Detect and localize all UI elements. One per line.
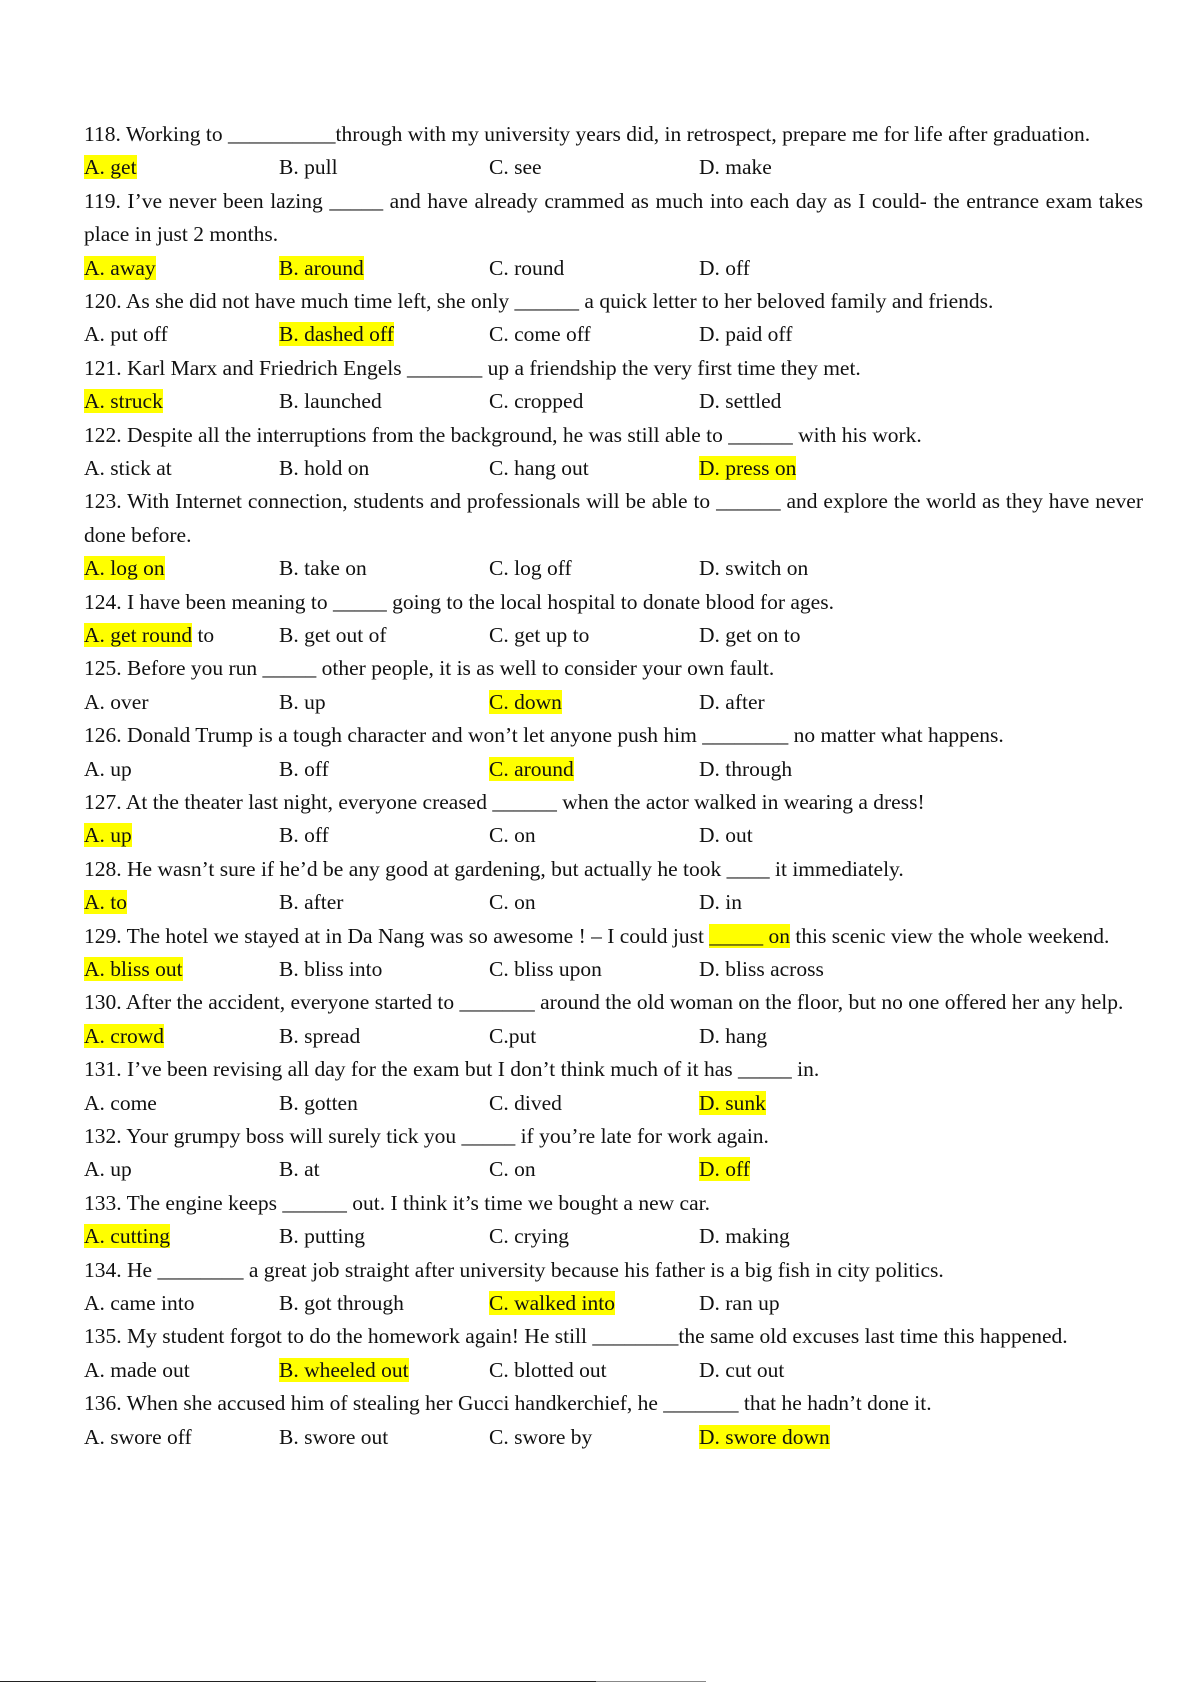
option-text: B. swore out: [279, 1424, 389, 1449]
question-segment: 136. When she accused him of stealing her Gucci handkerchief, he _______ that he hadn’t done it.: [84, 1391, 932, 1416]
answer-options: [84, 385, 1143, 418]
answer-option: [699, 552, 899, 585]
answer-option: [489, 1287, 699, 1320]
question-segment: 127. At the theater last night, everyone creased ______ when the actor walked in wearing a dress!: [84, 789, 925, 814]
answer-option: [84, 318, 279, 351]
answer-option: [84, 1421, 279, 1454]
highlighted-answer: A. struck: [84, 389, 163, 414]
highlighted-answer: D. off: [699, 1157, 750, 1182]
highlighted-answer: A. get: [84, 155, 137, 180]
question-segment: 119. I’ve never been lazing _____ and have already crammed as much into each day as I could- the entrance exam takes place in just 2 months.: [84, 188, 1143, 247]
option-text: C. round: [489, 255, 565, 280]
answer-option: [84, 953, 279, 986]
option-text: D. cut out: [699, 1357, 785, 1382]
highlighted-answer: D. press on: [699, 456, 797, 480]
option-text: A. made out: [84, 1357, 190, 1382]
answer-option: [489, 252, 699, 285]
option-text: B. launched: [279, 389, 382, 414]
answer-option: [699, 252, 899, 285]
answer-option: [699, 318, 899, 351]
question-segment: 129. The hotel we stayed at in Da Nang was so awesome ! – I could just: [84, 923, 710, 948]
highlighted-answer: A. get round: [84, 623, 193, 647]
question-text: [84, 419, 1143, 452]
answer-option: [489, 819, 699, 852]
highlighted-answer: B. dashed off: [279, 322, 394, 347]
option-text: C. cropped: [489, 389, 584, 414]
option-text: A. swore off: [84, 1424, 192, 1449]
question-text: [84, 586, 1143, 619]
option-text: C. see: [489, 155, 542, 180]
highlighted-answer: _____ on: [709, 923, 790, 948]
answer-option: [699, 753, 899, 786]
highlighted-answer: B. wheeled out: [279, 1357, 409, 1382]
option-text: B. bliss into: [279, 956, 383, 981]
question-segment: 128. He wasn’t sure if he’d be any good at gardening, but actually he took ____ it immediately.: [84, 856, 904, 881]
question-segment: 126. Donald Trump is a tough character and won’t let anyone push him ________ no matter what happens.: [84, 723, 1004, 748]
highlighted-answer: C. around: [489, 756, 574, 781]
question-text: [84, 1053, 1143, 1086]
question-segment: 124. I have been meaning to _____ going to the local hospital to donate blood for ages.: [84, 589, 834, 614]
option-text: D. make: [699, 155, 772, 180]
answer-option: [84, 252, 279, 285]
question-text: [84, 1320, 1143, 1353]
option-text: B. off: [279, 756, 329, 781]
option-text: C. log off: [489, 556, 572, 581]
highlighted-answer: D. sunk: [699, 1090, 766, 1115]
answer-option: [279, 151, 489, 184]
answer-option: [699, 1287, 899, 1320]
answer-option: [489, 686, 699, 719]
answer-options: [84, 1287, 1143, 1320]
answer-options: [84, 252, 1143, 285]
answer-options: [84, 953, 1143, 986]
answer-option: [84, 1354, 279, 1387]
option-text: B. pull: [279, 155, 338, 180]
answer-option: [699, 151, 899, 184]
question-text: [84, 652, 1143, 685]
option-text: A. put off: [84, 322, 168, 347]
question-segment: 120. As she did not have much time left, she only ______ a quick letter to her beloved family and friends.: [84, 289, 994, 313]
question-segment: 121. Karl Marx and Friedrich Engels _______ up a friendship the very first time they met.: [84, 355, 861, 380]
answer-options: [84, 1020, 1143, 1053]
option-text: C.put: [489, 1023, 537, 1048]
answer-option: [489, 1020, 699, 1053]
option-text: B. take on: [279, 556, 367, 581]
answer-option: [699, 886, 899, 919]
option-text: D. paid off: [699, 322, 793, 347]
option-text: C. on: [489, 823, 536, 848]
answer-option: [84, 1020, 279, 1053]
option-text: B. putting: [279, 1224, 366, 1249]
question-text: [84, 786, 1143, 819]
option-text: C. swore by: [489, 1424, 593, 1449]
question-text: [84, 920, 1143, 953]
question-text: [84, 1120, 1143, 1153]
question-segment: 134. He ________ a great job straight after university because his father is a big fish in city politics.: [84, 1257, 944, 1282]
question-text: [84, 118, 1143, 151]
answer-option: [489, 452, 699, 485]
option-text: C. get up to: [489, 623, 590, 647]
option-text: to: [192, 623, 215, 647]
answer-option: [699, 819, 899, 852]
option-text: B. get out of: [279, 623, 387, 647]
option-text: D. ran up: [699, 1290, 780, 1315]
question-segment: 123. With Internet connection, students and professionals will be able to ______ and explore the world as they have never done before.: [84, 489, 1143, 547]
answer-option: [489, 1354, 699, 1387]
answer-options: [84, 1087, 1143, 1120]
answer-options: [84, 686, 1143, 719]
question-segment: 132. Your grumpy boss will surely tick you _____ if you’re late for work again.: [84, 1123, 769, 1148]
option-text: A. up: [84, 756, 132, 781]
option-text: C. blotted out: [489, 1357, 607, 1382]
option-text: B. up: [279, 689, 326, 714]
answer-options: [84, 151, 1143, 184]
option-text: D. settled: [699, 389, 782, 414]
option-text: B. off: [279, 823, 329, 848]
answer-option: [279, 886, 489, 919]
answer-option: [279, 953, 489, 986]
answer-option: [279, 452, 489, 485]
answer-option: [279, 318, 489, 351]
highlighted-answer: D. swore down: [699, 1424, 830, 1449]
answer-options: [84, 452, 1143, 485]
highlighted-answer: A. up: [84, 823, 132, 848]
answer-options: [84, 1153, 1143, 1186]
answer-option: [489, 1153, 699, 1186]
answer-option: [279, 1020, 489, 1053]
question-text: [84, 853, 1143, 886]
answer-options: [84, 619, 1143, 652]
question-text: [84, 1187, 1143, 1220]
option-text: C. bliss upon: [489, 956, 602, 981]
question-segment: 135. My student forgot to do the homework again! He still ________the same old excuses last time this happened.: [84, 1324, 1068, 1349]
answer-option: [489, 1087, 699, 1120]
option-text: D. get on to: [699, 623, 801, 647]
answer-option: [699, 1220, 899, 1253]
question-text: [84, 485, 1143, 552]
footer-rule: [0, 1681, 596, 1682]
question-segment: 130. After the accident, everyone started to _______ around the old woman on the floor, but no one offered her any help.: [84, 990, 1124, 1015]
answer-option: [279, 1421, 489, 1454]
answer-option: [279, 1220, 489, 1253]
answer-options: [84, 1421, 1143, 1454]
highlighted-answer: B. around: [279, 255, 364, 280]
highlighted-answer: A. cutting: [84, 1224, 170, 1249]
answer-option: [699, 385, 899, 418]
answer-options: [84, 886, 1143, 919]
answer-options: [84, 753, 1143, 786]
question-text: [84, 185, 1143, 252]
option-text: D. through: [699, 756, 793, 781]
option-text: A. come: [84, 1090, 157, 1115]
answer-option: [84, 1287, 279, 1320]
option-text: B. gotten: [279, 1090, 358, 1115]
answer-option: [489, 151, 699, 184]
highlighted-answer: A. crowd: [84, 1023, 165, 1048]
question-segment: 118. Working to __________through with my university years did, in retrospect, prepare me for life after graduation.: [84, 122, 1091, 146]
question-segment: this scenic view the whole weekend.: [789, 923, 1110, 948]
answer-option: [84, 151, 279, 184]
option-text: D. switch on: [699, 556, 809, 581]
answer-option: [279, 753, 489, 786]
exercise-document: [84, 118, 1143, 1454]
highlighted-answer: A. log on: [84, 556, 165, 581]
question-text: [84, 352, 1143, 385]
answer-option: [489, 753, 699, 786]
answer-option: [489, 1220, 699, 1253]
answer-option: [84, 1220, 279, 1253]
question-text: [84, 1387, 1143, 1420]
question-text: [84, 285, 1143, 318]
option-text: D. out: [699, 823, 753, 848]
option-text: B. spread: [279, 1023, 361, 1048]
question-segment: 131. I’ve been revising all day for the exam but I don’t think much of it has _____ in.: [84, 1057, 820, 1082]
answer-option: [279, 252, 489, 285]
answer-option: [489, 385, 699, 418]
option-text: A. over: [84, 689, 149, 714]
option-text: C. crying: [489, 1224, 570, 1249]
answer-option: [84, 619, 279, 652]
answer-option: [699, 1421, 899, 1454]
answer-option: [84, 886, 279, 919]
question-segment: 125. Before you run _____ other people, it is as well to consider your own fault.: [84, 656, 775, 681]
answer-option: [699, 953, 899, 986]
answer-option: [84, 552, 279, 585]
answer-option: [489, 886, 699, 919]
option-text: C. come off: [489, 322, 591, 347]
answer-option: [84, 819, 279, 852]
answer-option: [279, 686, 489, 719]
answer-option: [279, 1287, 489, 1320]
answer-option: [84, 385, 279, 418]
option-text: C. on: [489, 890, 536, 915]
highlighted-answer: C. down: [489, 689, 562, 714]
answer-option: [489, 1421, 699, 1454]
answer-option: [279, 385, 489, 418]
option-text: C. on: [489, 1157, 536, 1182]
question-text: [84, 1254, 1143, 1287]
answer-option: [279, 552, 489, 585]
option-text: D. off: [699, 255, 750, 280]
option-text: D. in: [699, 890, 742, 915]
answer-options: [84, 318, 1143, 351]
answer-option: [84, 452, 279, 485]
answer-option: [699, 1153, 899, 1186]
highlighted-answer: C. walked into: [489, 1290, 615, 1315]
footer-rule-secondary: [596, 1681, 706, 1682]
option-text: C. hang out: [489, 456, 589, 480]
option-text: C. dived: [489, 1090, 562, 1115]
option-text: D. after: [699, 689, 765, 714]
highlighted-answer: A. to: [84, 890, 127, 915]
answer-options: [84, 819, 1143, 852]
answer-option: [279, 619, 489, 652]
answer-option: [279, 1153, 489, 1186]
option-text: D. making: [699, 1224, 790, 1249]
answer-option: [84, 753, 279, 786]
option-text: A. came into: [84, 1290, 195, 1315]
answer-option: [489, 619, 699, 652]
option-text: D. hang: [699, 1023, 768, 1048]
option-text: B. after: [279, 890, 344, 915]
question-segment: 133. The engine keeps ______ out. I think it’s time we bought a new car.: [84, 1190, 710, 1215]
option-text: B. got through: [279, 1290, 404, 1315]
option-text: D. bliss across: [699, 956, 824, 981]
answer-option: [699, 1087, 899, 1120]
answer-option: [489, 953, 699, 986]
answer-option: [699, 686, 899, 719]
answer-options: [84, 1354, 1143, 1387]
answer-option: [84, 686, 279, 719]
question-text: [84, 719, 1143, 752]
answer-option: [699, 452, 899, 485]
answer-option: [279, 819, 489, 852]
answer-option: [279, 1354, 489, 1387]
highlighted-answer: A. bliss out: [84, 956, 183, 981]
answer-options: [84, 552, 1143, 585]
question-segment: 122. Despite all the interruptions from the background, he was still able to ______ with his work.: [84, 422, 922, 447]
option-text: A. up: [84, 1157, 132, 1182]
answer-option: [489, 318, 699, 351]
question-text: [84, 986, 1143, 1019]
answer-option: [489, 552, 699, 585]
answer-options: [84, 1220, 1143, 1253]
answer-option: [699, 619, 899, 652]
answer-option: [699, 1354, 899, 1387]
option-text: B. hold on: [279, 456, 370, 480]
answer-option: [699, 1020, 899, 1053]
option-text: A. stick at: [84, 456, 172, 480]
option-text: B. at: [279, 1157, 320, 1182]
answer-option: [84, 1087, 279, 1120]
highlighted-answer: A. away: [84, 255, 156, 280]
answer-option: [279, 1087, 489, 1120]
answer-option: [84, 1153, 279, 1186]
